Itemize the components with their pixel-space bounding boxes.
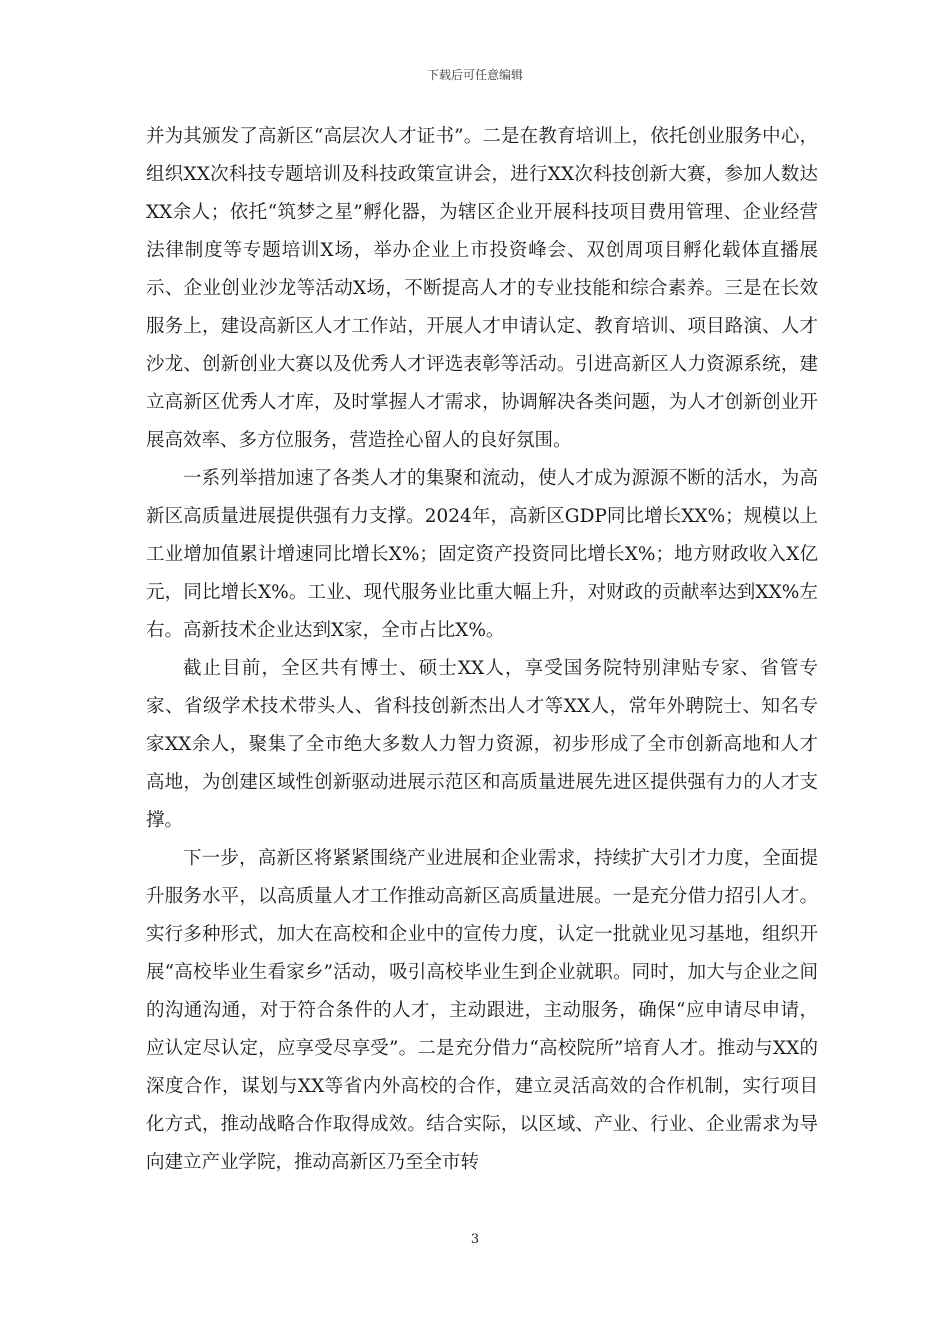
document-body [146, 118, 818, 1182]
paragraph-4: 下一步，高新区将紧紧围绕产业进展和企业需求，持续扩大引才力度，全面提升服务水平，以高质量人才工作推动高新区高质量进展。一是充分借力招引人才。实行多种形式，加大在高校和企业中的宣传力度，认定一批就业见习基地，组织开展“高校毕业生看家乡”活动，吸引高校毕业生到企业就职。同时，加大与企业之间的沟通沟通，对于符合条件的人才，主动跟进，主动服务，确保“应申请尽申请，应认定尽认定，应享受尽享受”。二是充分借力“高校院所”培育人才。推动与XX的深度合作，谋划与XX等省内外高校的合作，建立灵活高效的合作机制，实行项目化方式，推动战略合作取得成效。结合实际，以区域、产业、行业、企业需求为导向建立产业学院，推动高新区乃至全市转 [146, 848, 818, 1173]
paragraph-2: 一系列举措加速了各类人才的集聚和流动，使人才成为源源不断的活水，为高新区高质量进展提供强有力支撑。2024年，高新区GDP同比增长XX%；规模以上工业增加值累计增速同比增长X%；固定资产投资同比增长X%；地方财政收入X亿元，同比增长X%。工业、现代服务业比重大幅上升，对财政的贡献率达到XX%左右。高新技术企业达到X家，全市占比X%。 [146, 468, 818, 641]
page-number: 3 [470, 1232, 480, 1247]
paragraph-1: 并为其颁发了高新区“高层次人才证书”。二是在教育培训上，依托创业服务中心，组织XX次科技专题培训及科技政策宣讲会，进行XX次科技创新大赛，参加人数达XX余人；依托“筑梦之星”孵化器，为辖区企业开展科技项目费用管理、企业经营法律制度等专题培训X场，举办企业上市投资峰会、双创周项目孵化载体直播展示、企业创业沙龙等活动X场，不断提高人才的专业技能和综合素养。三是在长效服务上，建设高新区人才工作站，开展人才申请认定、教育培训、项目路演、人才沙龙、创新创业大赛以及优秀人才评选表彰等活动。引进高新区人力资源系统，建立高新区优秀人才库，及时掌握人才需求，协调解决各类问题，为人才创新创业开展高效率、多方位服务，营造拴心留人的良好氛围。 [146, 126, 818, 451]
page-header: 下载后可任意编辑 [426, 68, 523, 82]
paragraph-3: 截止目前，全区共有博士、硕士XX人，享受国务院特别津贴专家、省管专家、省级学术技术带头人、省科技创新杰出人才等XX人，常年外聘院士、知名专家XX余人，聚集了全市绝大多数人力智力资源，初步形成了全市创新高地和人才高地，为创建区域性创新驱动进展示范区和高质量进展先进区提供强有力的人才支撑。 [146, 658, 818, 831]
